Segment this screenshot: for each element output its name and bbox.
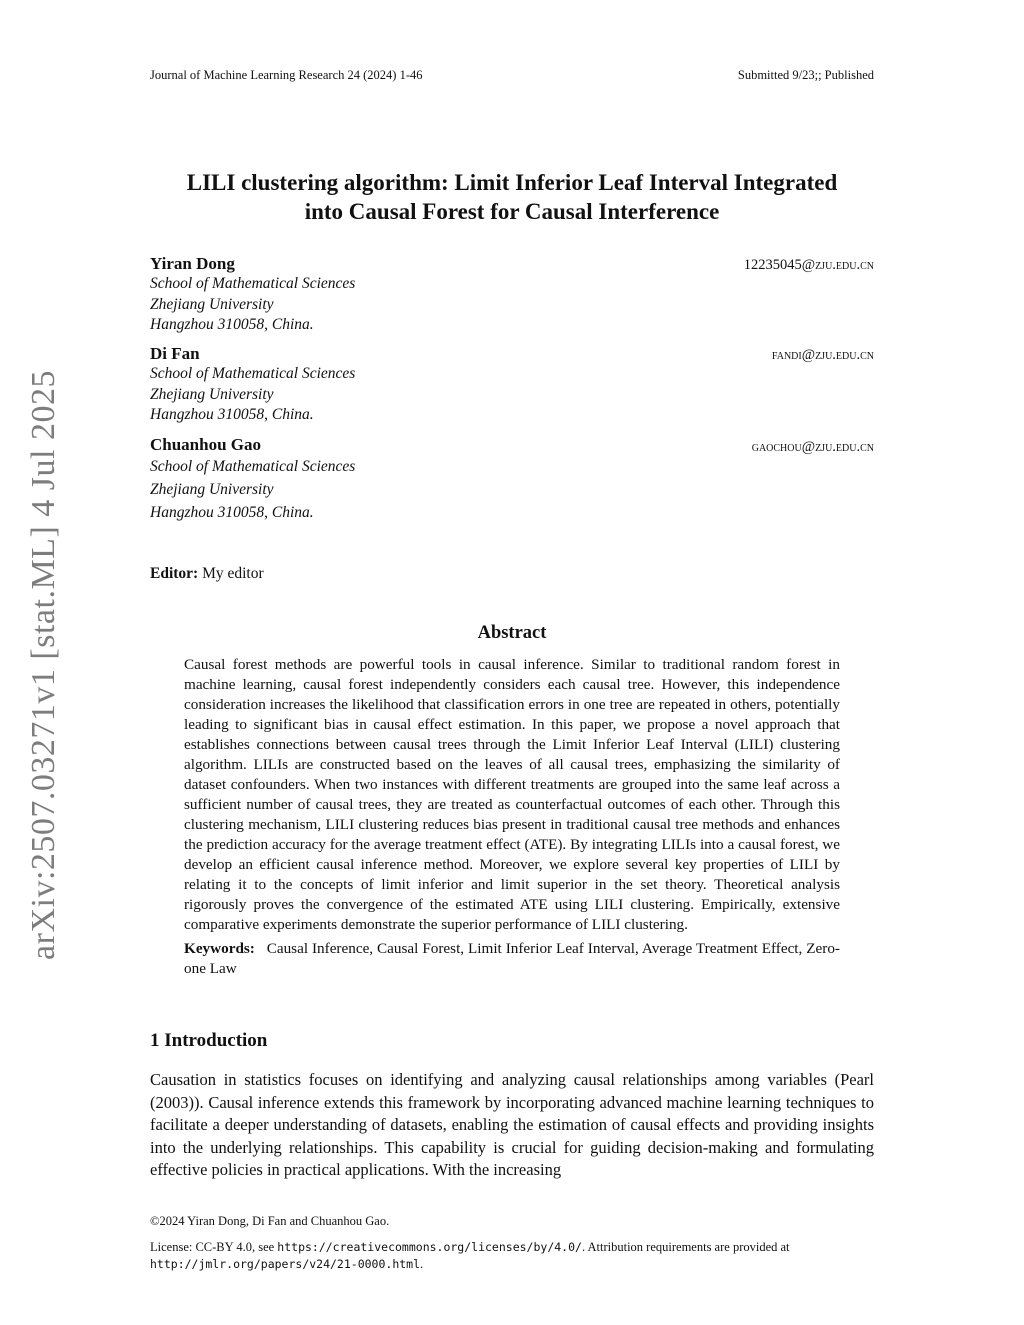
keywords-line xyxy=(184,939,840,979)
author-block-3 xyxy=(150,435,355,524)
author-school: School of Mathematical Sciences xyxy=(150,458,356,475)
author-block-1 xyxy=(150,254,355,336)
editor-line xyxy=(150,565,264,583)
intro-text: Causation in statistics focuses on identifying and analyzing causal relationships among variables (Pearl (2003)). Causal inference extends this framework by incorporating advanced machine learning techniques to facilitate a deeper understanding of datasets, enabling the estimation of causal effects and providing insights into the underlying relationships. This capability is crucial for guiding decision-making and formulating effective policies in practical applications. With the increasing xyxy=(150,1070,874,1179)
abstract-heading: Abstract xyxy=(477,623,547,643)
paper-title xyxy=(150,168,874,226)
author-university: Zhejiang University xyxy=(150,295,274,313)
journal-header: Journal of Machine Learning Research 24 (2024) 1-46 xyxy=(150,68,423,82)
author-email[interactable]: gaochou@zju.edu.cn xyxy=(751,439,874,455)
editor-label: Editor: xyxy=(150,565,199,582)
author-university: Zhejiang University xyxy=(150,481,274,498)
author-email[interactable]: fandi@zju.edu.cn xyxy=(771,347,874,363)
editor-value: My editor xyxy=(202,565,264,582)
title-line-2: into Causal Forest for Causal Interference xyxy=(304,199,720,224)
author-city: Hangzhou 310058, China. xyxy=(150,316,314,333)
section-heading: 1 Introduction xyxy=(150,1030,268,1051)
author-email[interactable]: 12235045@zju.edu.cn xyxy=(743,257,874,273)
attribution-link[interactable]: http://jmlr.org/papers/v24/21-0000.html xyxy=(150,1257,421,1271)
author-university: Zhejiang University xyxy=(150,385,274,403)
copyright-line: ©2024 Yiran Dong, Di Fan and Chuanhou Gao. xyxy=(150,1214,390,1228)
author-block-2 xyxy=(150,344,355,426)
keywords-value: Causal Inference, Causal Forest, Limit Inferior Leaf Interval, Average Treatment Effect, Zero-one Law xyxy=(184,940,840,977)
arxiv-stamp: arXiv:2507.03271v1 [stat.ML] 4 Jul 2025 xyxy=(25,370,62,960)
author-city: Hangzhou 310058, China. xyxy=(150,504,314,521)
license-link[interactable]: https://creativecommons.org/licenses/by/4.0/ xyxy=(277,1240,582,1254)
submission-info: Submitted 9/23;; Published xyxy=(737,68,874,82)
license-block xyxy=(150,1239,874,1273)
author-name: Chuanhou Gao xyxy=(150,435,262,454)
abstract-body xyxy=(184,655,840,979)
keywords-label: Keywords: xyxy=(184,940,255,957)
author-school: School of Mathematical Sciences xyxy=(150,275,356,292)
license-suffix: . Attribution requirements are provided at xyxy=(581,1240,790,1254)
title-line-1: LILI clustering algorithm: Limit Inferior Leaf Interval Integrated xyxy=(186,170,838,195)
attribution-suffix: . xyxy=(420,1257,424,1271)
author-name: Di Fan xyxy=(150,344,200,363)
abstract-text: Causal forest methods are powerful tools in causal inference. Similar to traditional random forest in machine learning, causal forest independently considers each causal tree. However, this independence consideration increases the likelihood that classification errors in one tree are repeated in others, potentially leading to significant bias in causal effect estimation. In this paper, we propose a novel approach that establishes connections between causal trees through the Limit Inferior Leaf Interval (LILI) clustering algorithm. LILIs are constructed based on the leaves of all causal trees, emphasizing the similarity of dataset confounders. When two instances with different treatments are grouped into the same leaf across a sufficient number of causal trees, they are treated as counterfactual outcomes of each other. Through this clustering mechanism, LILI clustering reduces bias present in traditional causal tree methods and enhances the prediction accuracy for the average treatment effect (ATE). By integrating LILIs into a causal forest, we develop an efficient causal inference method. Moreover, we explore several key properties of LILI by relating it to the concepts of limit inferior and limit superior in the set theory. Theoretical analysis rigorously proves the convergence of the estimated ATE using LILI clustering. Empirically, extensive comparative experiments demonstrate the superior performance of LILI clustering. xyxy=(184,656,840,933)
author-city: Hangzhou 310058, China. xyxy=(150,406,314,423)
author-school: School of Mathematical Sciences xyxy=(150,365,356,382)
license-prefix: License: CC-BY 4.0, see xyxy=(150,1240,278,1254)
author-name: Yiran Dong xyxy=(150,254,235,273)
